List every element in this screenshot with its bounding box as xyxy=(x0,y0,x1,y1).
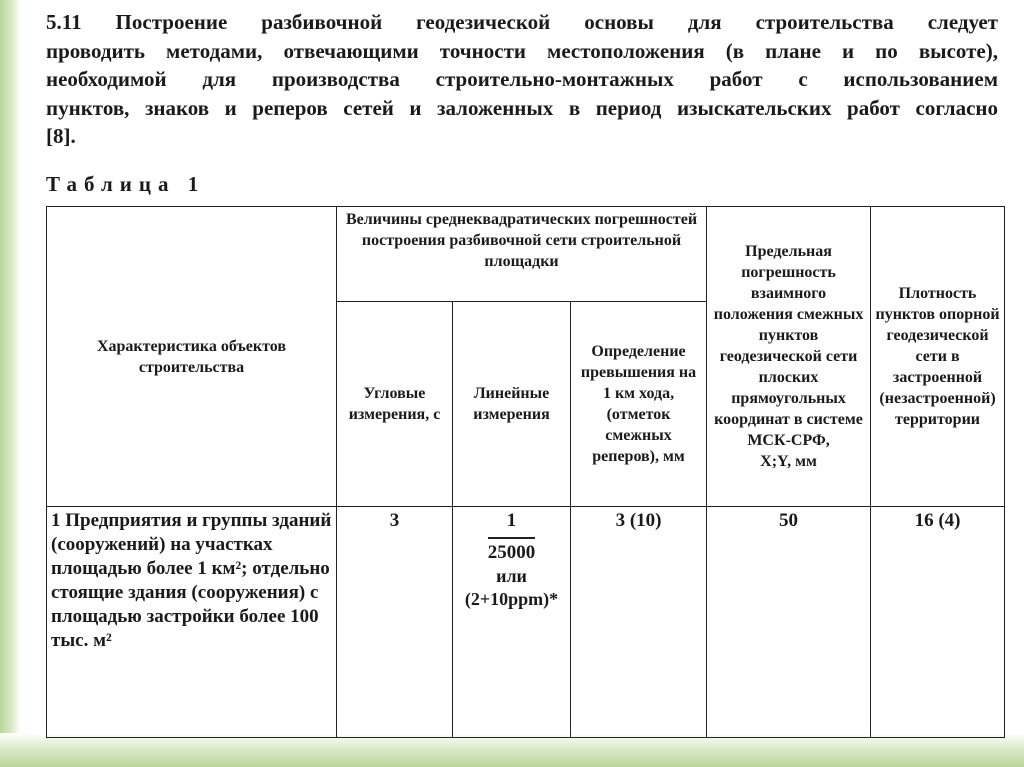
paragraph-line: [8]. xyxy=(46,124,76,148)
paragraph-line: необходимой для производства строительно-монтажных работ с использованием xyxy=(46,67,998,91)
linear-or: или xyxy=(496,566,527,586)
clause-paragraph xyxy=(46,8,998,151)
linear-alt: (2+10ppm)* xyxy=(464,589,559,609)
fraction-numerator: 1 xyxy=(506,510,517,531)
header-angular: Угловые измерения, с xyxy=(337,302,453,507)
paragraph-line: пунктов, знаков и реперов сетей и заложенных в период изыскательских работ согласно xyxy=(46,95,998,120)
paragraph-line: проводить методами, отвечающими точности местоположения (в плане и по высоте), xyxy=(46,38,998,63)
paragraph-line: 5.11 Построение разбивочной геодезической основы для строительства следует xyxy=(46,10,998,34)
header-limit-error-text: Предельная погрешность взаимного положения смежных пунктов геодезической сети плоских прямоугольных координат в системе МСК-СРФ, xyxy=(713,243,864,449)
table-caption: Таблица 1 xyxy=(46,172,206,196)
header-density: Плотность пунктов опорной геодезической сети в застроенной (незастроенной) территории xyxy=(871,207,1005,507)
slide-left-gradient xyxy=(0,0,20,767)
cell-linear xyxy=(453,507,571,738)
header-rms-group: Величины среднеквадратических погрешностей построения разбивочной сети строительной площадки xyxy=(337,207,707,302)
fraction-denominator: 25000 xyxy=(487,542,536,563)
header-elevation: Определение превышения на 1 км хода, (отметок смежных реперов), мм xyxy=(571,302,707,507)
accuracy-table xyxy=(46,206,1005,738)
cell-elevation: 3 (10) xyxy=(571,507,707,738)
fraction-bar xyxy=(488,537,536,539)
linear-fraction xyxy=(488,509,536,565)
document-page xyxy=(20,0,1024,733)
cell-angular: 3 xyxy=(337,507,453,738)
header-object-characteristic: Характеристика объектов строительства xyxy=(47,207,337,507)
cell-limit-error: 50 xyxy=(707,507,871,738)
slide-bottom-gradient xyxy=(0,733,1024,767)
header-limit-error-units: X;Y, мм xyxy=(760,453,817,470)
header-linear: Линейные измерения xyxy=(453,302,571,507)
header-limit-error xyxy=(707,207,871,507)
cell-object: 1 Предприятия и группы зданий (сооружений) на участках площадью более 1 км²; отдельно стоящие здания (сооружения) с площадью застройки более 100 тыс. м² xyxy=(47,507,337,738)
cell-density: 16 (4) xyxy=(871,507,1005,738)
